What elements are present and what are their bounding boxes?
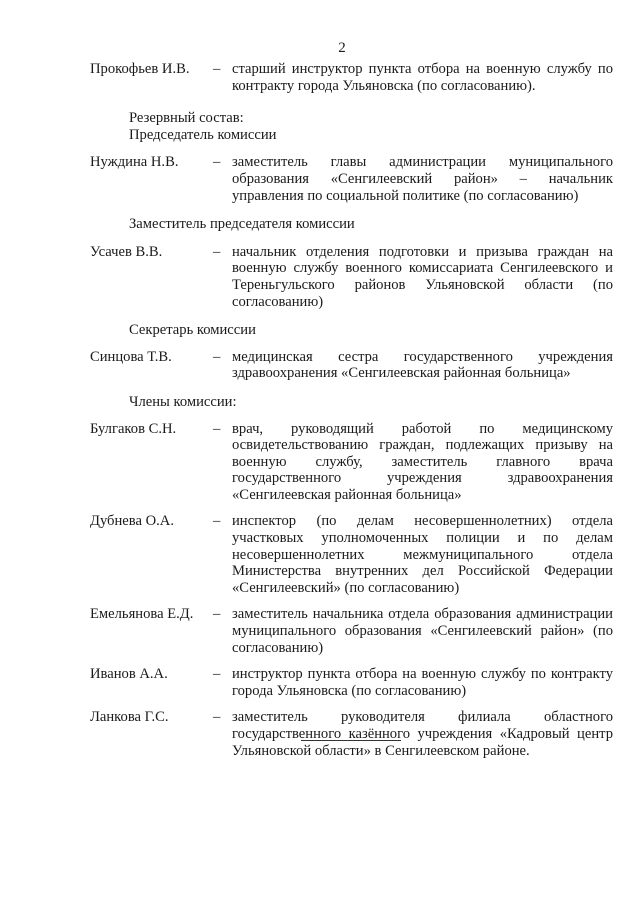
chair-entry [90, 154, 613, 204]
member-description: врач, руководящий работой по медицинскому освидетельствованию граждан, подлежащих призыву на военную службу, заместитель главного врача государственного учреждения здравоохранения «Сенгилеевская районная больница» [232, 420, 613, 503]
member-name: Синцова Т.В. [90, 348, 172, 365]
deputy-entry [90, 244, 613, 310]
member-description: заместитель начальника отдела образования администрации муниципального образования «Сенгилеевский район» (по согласованию) [232, 606, 613, 656]
entry-dash: – [213, 666, 221, 683]
members-heading: Члены комиссии: [129, 393, 237, 410]
member-description: начальник отделения подготовки и призыва граждан на военную службу военного комиссариата Сенгилеевского и Тереньгульского районов Ульяновской области (по согласованию) [232, 243, 613, 310]
chair-heading: Председатель комиссии [129, 126, 277, 143]
member-name: Дубнева О.А. [90, 513, 174, 530]
document-body [90, 61, 613, 759]
member-description: инспектор (по делам несовершеннолетних) отдела участковых уполномоченных полиции и по делам несовершеннолетних межмуниципального отдела Министерства внутренних дел Российской Федерации «Сенгилеевский» (по согласованию) [232, 513, 613, 596]
entry-dash: – [213, 243, 221, 260]
entry-dash: – [213, 513, 221, 530]
entry-dash: – [213, 709, 221, 726]
member-entry [90, 666, 613, 699]
member-description: заместитель руководителя филиала областного государственного казённого учреждения «Кадровый центр Ульяновской области» в Сенгилеевском районе. [232, 709, 613, 759]
entry-dash: – [213, 61, 221, 77]
secretary-entry [90, 349, 613, 382]
member-name: Ланкова Г.С. [90, 709, 169, 726]
member-entry [90, 61, 613, 94]
member-name: Усачев В.В. [90, 243, 163, 260]
secretary-heading: Секретарь комиссии [129, 322, 256, 339]
member-description: медицинская сестра государственного учреждения здравоохранения «Сенгилеевская районная больница» [232, 348, 613, 382]
member-entry [90, 709, 613, 759]
entry-dash: – [213, 606, 221, 623]
reserve-heading: Резервный состав: [129, 110, 244, 127]
member-name: Иванов А.А. [90, 666, 168, 683]
member-description: заместитель главы администрации муниципального образования «Сенгилеевский район» – начальник управления по социальной политике (по согласованию) [232, 154, 613, 204]
member-entry [90, 606, 613, 656]
entry-dash: – [213, 348, 221, 365]
member-entry [90, 421, 613, 504]
closing-divider [301, 740, 401, 741]
member-description: инструктор пункта отбора на военную службу по контракту города Ульяновска (по согласованию) [232, 666, 613, 699]
member-name: Прокофьев И.В. [90, 61, 190, 77]
deputy-heading: Заместитель председателя комиссии [129, 216, 355, 233]
member-description: старший инструктор пункта отбора на военную службу по контракту города Ульяновска (по согласованию). [232, 61, 613, 94]
entry-dash: – [213, 154, 221, 171]
member-name: Нуждина Н.В. [90, 154, 179, 171]
member-entry [90, 513, 613, 596]
member-name: Емельянова Е.Д. [90, 606, 194, 623]
member-name: Булгаков С.Н. [90, 420, 177, 437]
page-number: 2 [338, 40, 346, 56]
entry-dash: – [213, 420, 221, 437]
